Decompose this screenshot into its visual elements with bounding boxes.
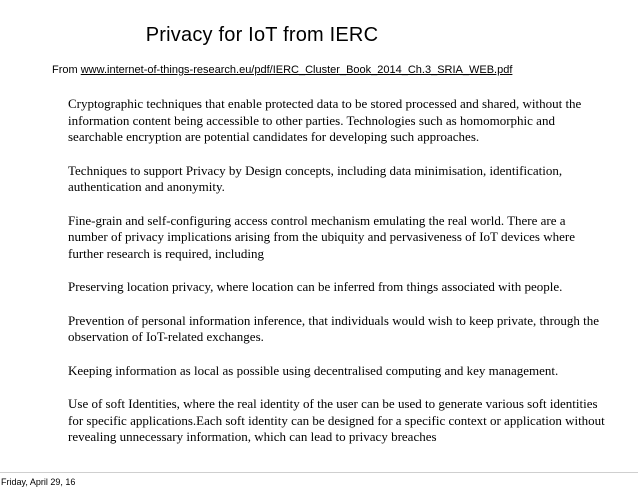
footer-divider bbox=[0, 472, 638, 473]
paragraph-local-information: Keeping information as local as possible using decentralised computing and key management. bbox=[68, 362, 559, 378]
source-prefix: From bbox=[52, 64, 81, 76]
paragraph-cryptographic: Cryptographic techniques that enable protected data to be stored processed and shared, without the information content being accessible to other parties. Technologies such as homomorphic and searchable encryption are potential candidates for developing such approaches. bbox=[68, 96, 582, 144]
paragraph-access-control: Fine-grain and self-configuring access control mechanism emulating the real world. There are a number of privacy implications arising from the ubiquity and pervasiveness of IoT devices where further research is required, including bbox=[68, 212, 575, 261]
paragraph-inference-prevention: Prevention of personal information inference, that individuals would wish to keep private, through the observation of IoT-related exchanges. bbox=[68, 312, 600, 344]
source-link[interactable]: www.internet-of-things-research.eu/pdf/IERC_Cluster_Book_2014_Ch.3_SRIA_WEB.pdf bbox=[80, 64, 513, 76]
paragraph-soft-identities: Use of soft Identities, where the real identity of the user can be used to generate various soft identities for specific applications.Each soft identity can be designed for a specific context or application without revealing unnecessary information, which can lead to privacy breaches bbox=[68, 396, 605, 444]
slide-body bbox=[68, 96, 608, 463]
paragraph-privacy-by-design: Techniques to support Privacy by Design concepts, including data minimisation, identification, authentication and anonymity. bbox=[68, 162, 563, 194]
paragraph-location-privacy: Preserving location privacy, where location can be inferred from things associated with people. bbox=[68, 279, 563, 294]
slide-title: Privacy for IoT from IERC bbox=[145, 24, 379, 46]
footer-date: Friday, April 29, 16 bbox=[1, 477, 76, 487]
source-line bbox=[52, 64, 512, 76]
